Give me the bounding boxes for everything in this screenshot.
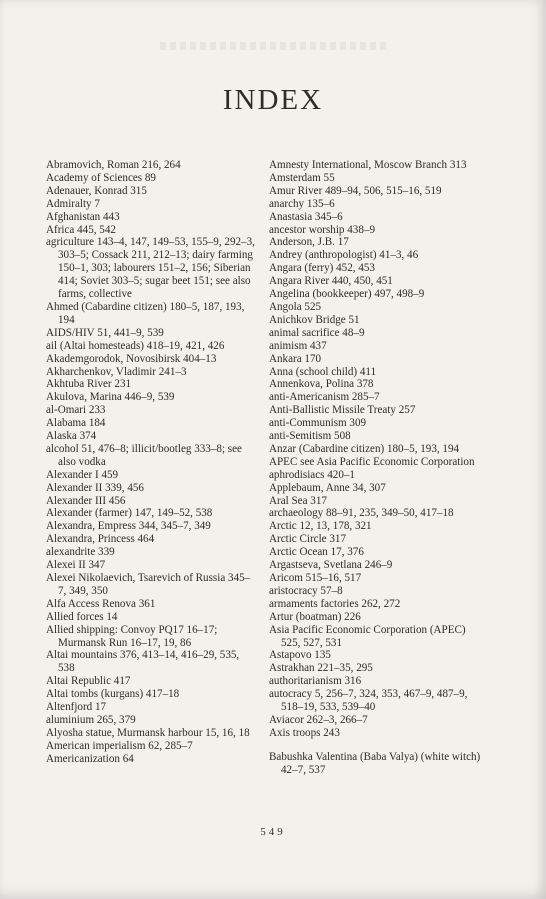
index-entry: Aricom 515–16, 517 bbox=[269, 572, 362, 584]
index-entry: Andrey (anthropologist) 41–3, 46 bbox=[269, 249, 419, 262]
index-column-right bbox=[269, 159, 481, 777]
index-entry: Akademgorodok, Novosibirsk 404–13 bbox=[46, 352, 217, 365]
index-entry: Amur River 489–94, 506, 515–16, 519 bbox=[269, 184, 442, 197]
index-entry: Alexei Nikolaevich, Tsarevich of Russia 345–7, 349, 350 bbox=[46, 572, 251, 597]
index-entry: Alexander I 459 bbox=[46, 468, 119, 481]
index-entry: Alexander III 456 bbox=[46, 494, 126, 507]
index-entry: Astrakhan 221–35, 295 bbox=[269, 662, 373, 675]
index-entry: Babushka Valentina (Baba Valya) (white witch) 42–7, 537 bbox=[269, 750, 481, 776]
index-entry: aristocracy 57–8 bbox=[269, 584, 343, 597]
index-entry: autocracy 5, 256–7, 324, 353, 467–9, 487–9, 518–19, 533, 539–40 bbox=[269, 688, 468, 714]
index-entry: Alexandra, Empress 344, 345–7, 349 bbox=[46, 520, 211, 533]
index-entry: Altai Republic 417 bbox=[46, 675, 131, 688]
index-entry: Aviacor 262–3, 266–7 bbox=[269, 713, 368, 726]
index-entry: Angelina (bookkeeper) 497, 498–9 bbox=[269, 288, 425, 301]
index-entry: archaeology 88–91, 235, 349–50, 417–18 bbox=[269, 507, 454, 520]
index-entry: Alexei II 347 bbox=[46, 559, 106, 572]
index-entry: anarchy 135–6 bbox=[269, 197, 335, 210]
index-entry: Arctic 12, 13, 178, 321 bbox=[269, 520, 372, 533]
index-entry: Angara (ferry) 452, 453 bbox=[269, 262, 375, 275]
index-entry: Adenauer, Konrad 315 bbox=[46, 184, 147, 197]
index-entry: Amsterdam 55 bbox=[269, 171, 335, 184]
index-entry: anti-Semitism 508 bbox=[269, 430, 351, 443]
index-entry: animal sacrifice 48–9 bbox=[269, 326, 365, 339]
index-entry: Alaska 374 bbox=[46, 430, 97, 443]
index-entry: APEC see Asia Pacific Economic Corporation bbox=[269, 455, 475, 468]
index-entry: Amnesty International, Moscow Branch 313 bbox=[269, 159, 467, 171]
index-entry: Alexander II 339, 456 bbox=[46, 481, 144, 494]
index-entry: ail (Altai homesteads) 418–19, 421, 426 bbox=[46, 339, 225, 352]
index-entry: Akulova, Marina 446–9, 539 bbox=[46, 391, 175, 404]
index-entry: Africa 445, 542 bbox=[46, 223, 116, 236]
index-entry: Arctic Ocean 17, 376 bbox=[269, 546, 364, 559]
index-entry: aphrodisiacs 420–1 bbox=[269, 468, 355, 481]
index-entry: Anzar (Cabardine citizen) 180–5, 193, 194 bbox=[269, 442, 460, 455]
index-entry: Artur (boatman) 226 bbox=[269, 610, 361, 623]
index-entry: aluminium 265, 379 bbox=[46, 713, 136, 726]
index-entry: Alexander (farmer) 147, 149–52, 538 bbox=[46, 507, 213, 520]
index-entry: Annenkova, Polina 378 bbox=[269, 378, 374, 391]
index-entry: American imperialism 62, 285–7 bbox=[46, 739, 193, 752]
index-column-left bbox=[46, 159, 258, 766]
index-entry: Allied forces 14 bbox=[46, 610, 118, 623]
index-entry: Angara River 440, 450, 451 bbox=[269, 275, 393, 288]
index-entry: Anti-Ballistic Missile Treaty 257 bbox=[269, 404, 416, 417]
index-entry: Alyosha statue, Murmansk harbour 15, 16, 18 bbox=[46, 726, 250, 739]
index-entry: Asia Pacific Economic Corporation (APEC) 525, 527, 531 bbox=[269, 623, 466, 649]
index-entry: Academy of Sciences 89 bbox=[46, 171, 156, 184]
index-entry: Americanization 64 bbox=[46, 752, 134, 765]
show-through-text bbox=[160, 42, 390, 50]
index-entry: Akhtuba River 231 bbox=[46, 378, 132, 391]
index-entry: Ahmed (Cabardine citizen) 180–5, 187, 193, 194 bbox=[46, 300, 245, 326]
index-entry: Altai mountains 376, 413–14, 416–29, 535, 538 bbox=[46, 649, 240, 675]
index-entry: armaments factories 262, 272 bbox=[269, 597, 401, 610]
index-entry: anti-Americanism 285–7 bbox=[269, 391, 380, 404]
index-entry: Admiralty 7 bbox=[46, 197, 100, 210]
letter-section-gap bbox=[269, 740, 481, 751]
index-entry: Afghanistan 443 bbox=[46, 210, 120, 223]
page-title: INDEX bbox=[222, 84, 324, 116]
index-entry: Applebaum, Anne 34, 307 bbox=[269, 481, 386, 494]
index-entry: Akharchenkov, Vladimir 241–3 bbox=[46, 365, 187, 378]
index-entry: Arctic Circle 317 bbox=[269, 533, 347, 546]
index-entry: animism 437 bbox=[269, 339, 327, 352]
index-entry: Anichkov Bridge 51 bbox=[269, 313, 360, 326]
index-entry: Alexandra, Princess 464 bbox=[46, 533, 155, 546]
index-entry: Astapovo 135 bbox=[269, 649, 331, 662]
index-entry: alcohol 51, 476–8; illicit/bootleg 333–8; see also vodka bbox=[46, 442, 242, 468]
index-entry: agriculture 143–4, 147, 149–53, 155–9, 292–3, 303–5; Cossack 211, 212–13; dairy farming 150–1, 303; labourers 151–2, 156; Siberian 414; Soviet 303–5; sugar beet 151; see also farms, collective bbox=[46, 236, 255, 301]
index-entry: Altai tombs (kurgans) 417–18 bbox=[46, 688, 180, 701]
index-entry: Anna (school child) 411 bbox=[269, 365, 377, 378]
index-entry: Alfa Access Renova 361 bbox=[46, 597, 156, 610]
index-entry: Aral Sea 317 bbox=[269, 494, 327, 507]
index-entry: Angola 525 bbox=[269, 300, 322, 313]
index-entry: Ankara 170 bbox=[269, 352, 322, 365]
index-entry: AIDS/HIV 51, 441–9, 539 bbox=[46, 326, 164, 339]
index-entry: anti-Communism 309 bbox=[269, 417, 367, 430]
index-entry: Alabama 184 bbox=[46, 417, 106, 430]
page-number: 549 bbox=[260, 826, 286, 838]
index-entry: Abramovich, Roman 216, 264 bbox=[46, 159, 181, 171]
index-entry: Argastseva, Svetlana 246–9 bbox=[269, 559, 393, 572]
index-entry: Altenfjord 17 bbox=[46, 701, 107, 714]
index-entry: Anastasia 345–6 bbox=[269, 210, 343, 223]
index-entry: Axis troops 243 bbox=[269, 726, 340, 739]
index-entry: ancestor worship 438–9 bbox=[269, 223, 375, 236]
index-entry: alexandrite 339 bbox=[46, 546, 115, 559]
index-entry: Allied shipping: Convoy PQ17 16–17; Murmansk Run 16–17, 19, 86 bbox=[46, 623, 218, 649]
index-entry: Anderson, J.B. 17 bbox=[269, 236, 349, 249]
index-entry: al-Omari 233 bbox=[46, 404, 106, 417]
index-entry: authoritarianism 316 bbox=[269, 675, 362, 688]
